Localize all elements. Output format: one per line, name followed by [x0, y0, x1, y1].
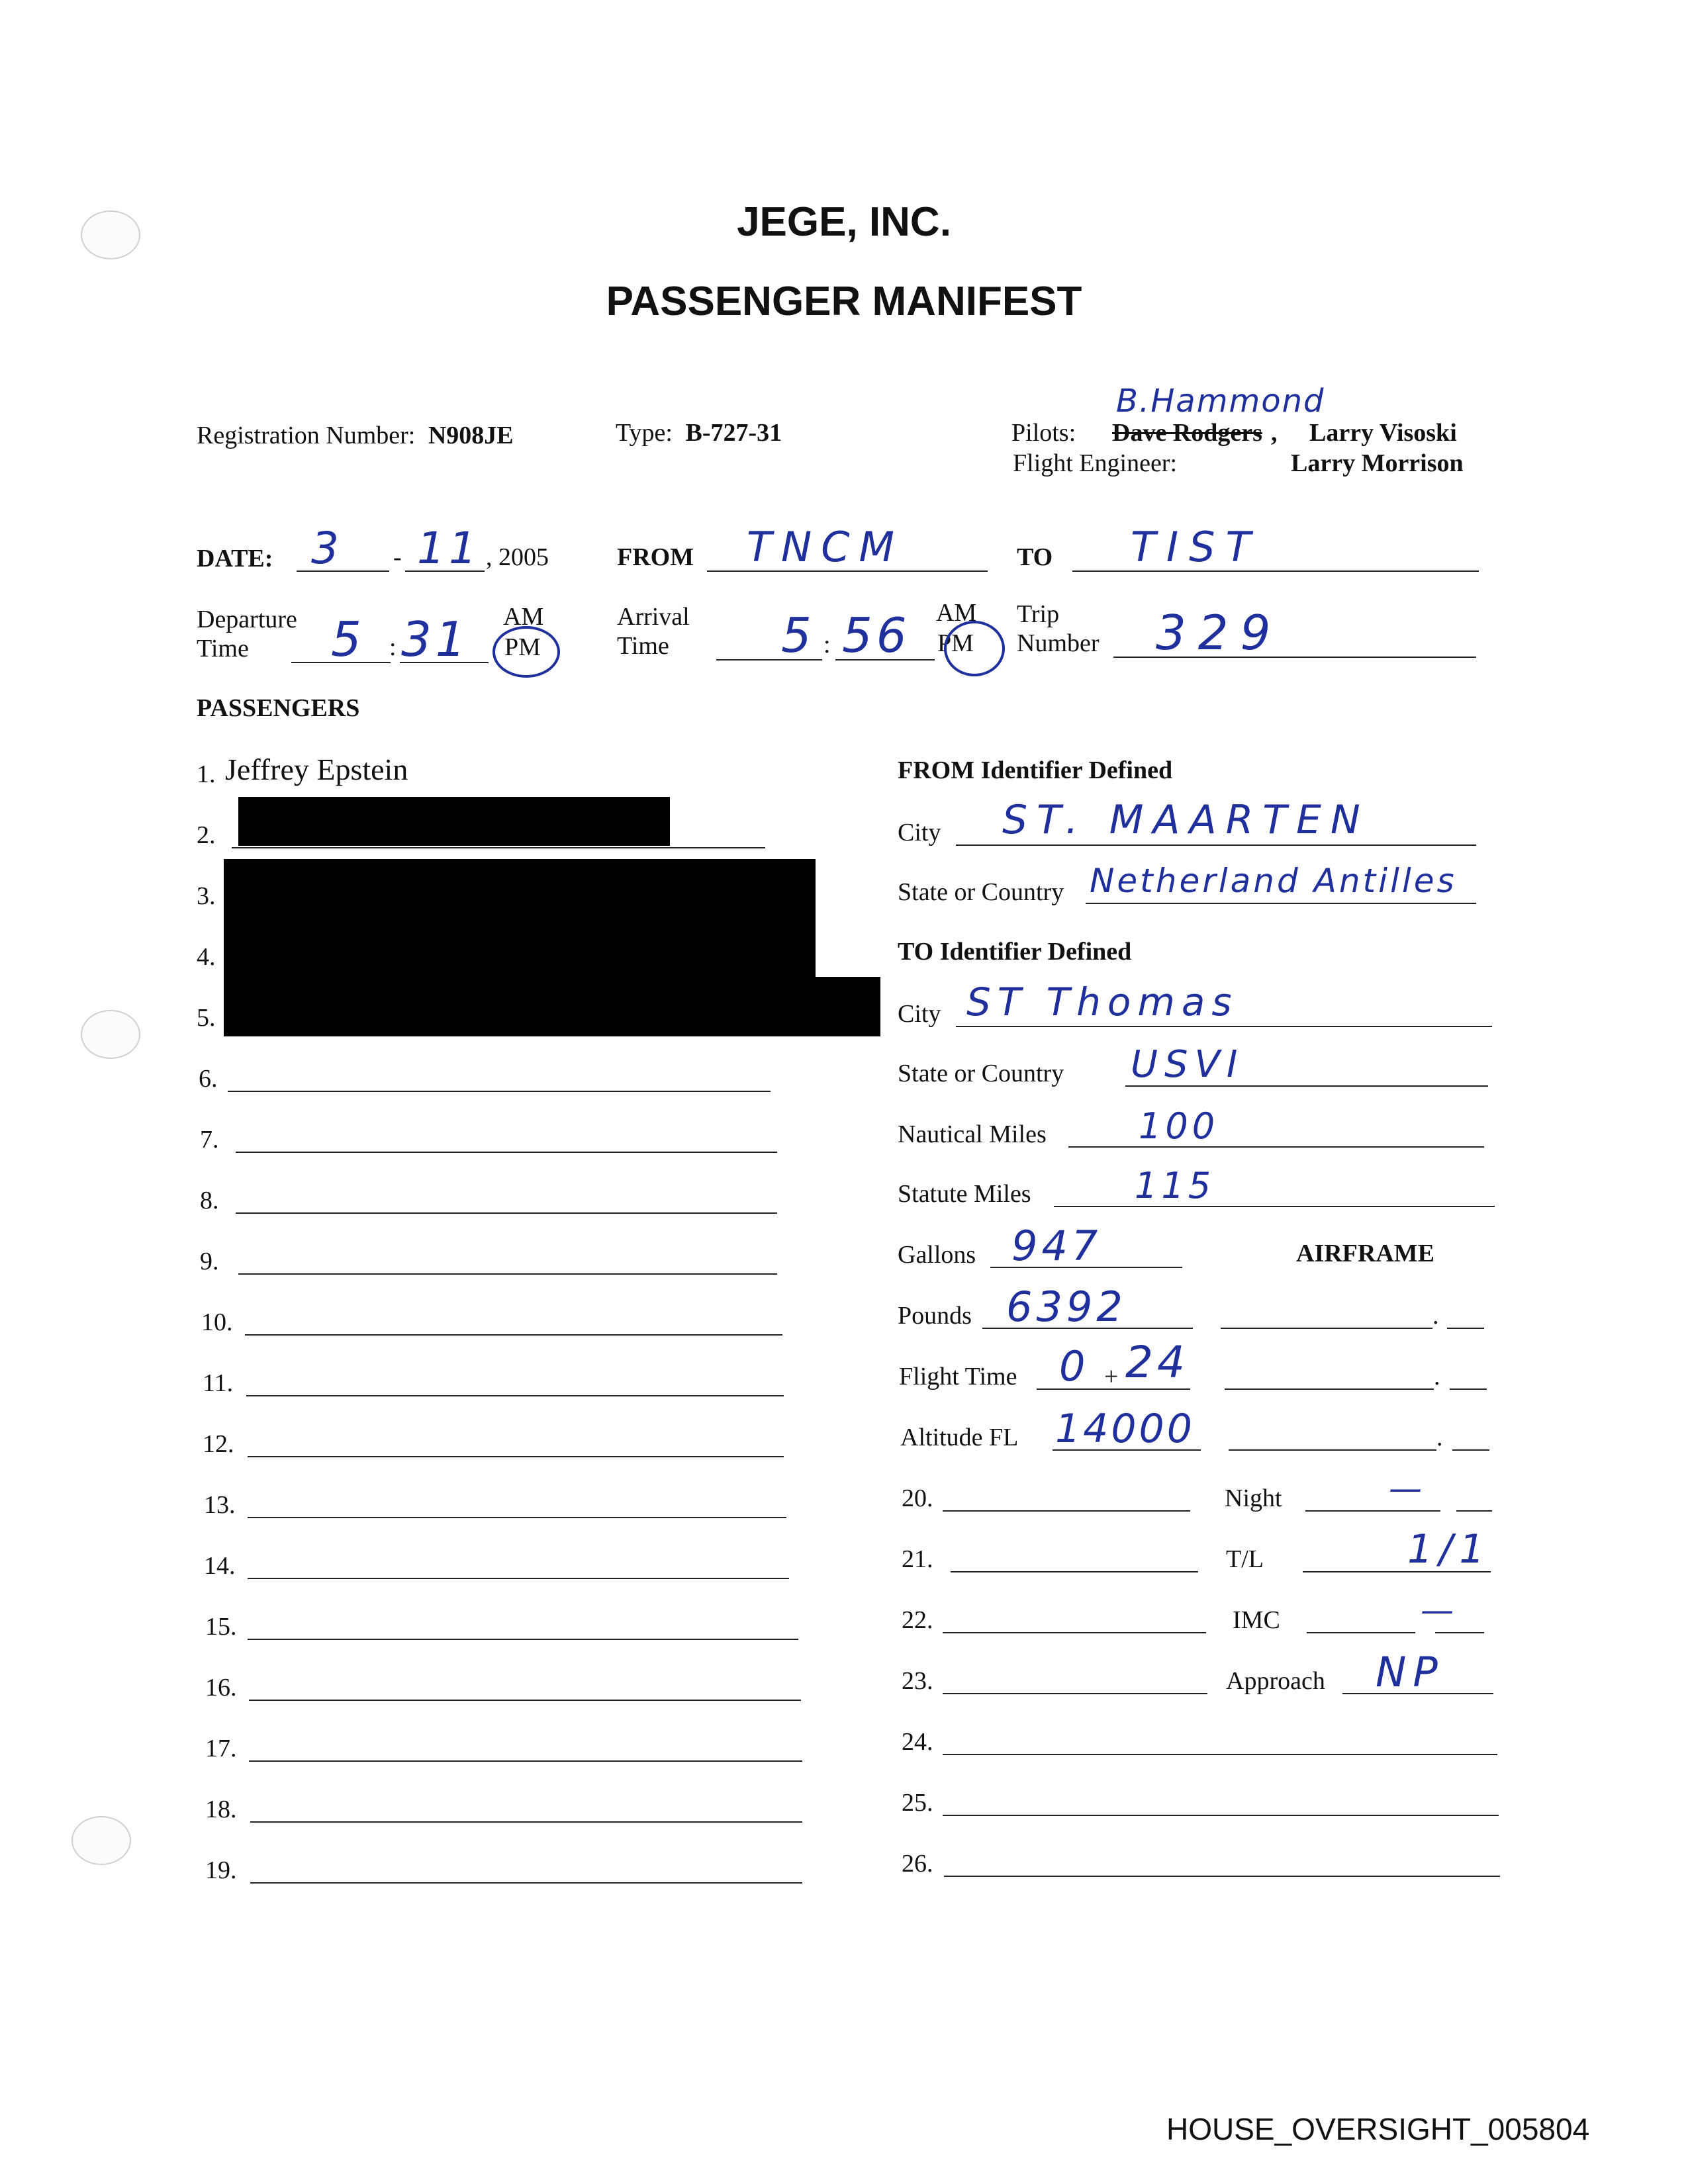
- passenger-line: [248, 1639, 798, 1640]
- extra-row-number: 21.: [902, 1545, 933, 1573]
- passenger-line: [236, 1152, 777, 1153]
- passenger-number: 12.: [203, 1430, 234, 1458]
- nautical-miles-line: [1068, 1146, 1484, 1148]
- from-state-value: Netherland Antilles: [1090, 862, 1457, 900]
- departure-pm-circle: [492, 626, 560, 678]
- date-dash: -: [393, 543, 402, 571]
- airframe-dot-3: .: [1436, 1424, 1443, 1451]
- pilot-struck-name: Dave Rodgers: [1112, 419, 1262, 447]
- flight-time-label: Flight Time: [899, 1363, 1017, 1390]
- punch-hole-bottom: [71, 1816, 131, 1865]
- gallons-value: 947: [1011, 1222, 1102, 1270]
- imc-line-b: [1435, 1632, 1484, 1633]
- passenger-number: 2.: [197, 821, 216, 849]
- night-value: —: [1389, 1469, 1426, 1508]
- arrival-pm-circle: [944, 621, 1005, 676]
- trip-label-line2: Number: [1017, 629, 1100, 657]
- redaction-bar: [224, 977, 880, 1036]
- arrival-minute: 56: [842, 608, 911, 663]
- date-month: 3: [311, 523, 343, 574]
- to-city-label: City: [898, 1000, 941, 1028]
- type-value: B-727-31: [685, 419, 782, 447]
- from-label: FROM: [617, 543, 694, 571]
- passenger-line: [249, 1760, 802, 1762]
- passenger-number: 1.: [197, 760, 216, 788]
- night-line: [1305, 1510, 1440, 1512]
- registration-field: [197, 421, 514, 450]
- passenger-line: [228, 1091, 771, 1092]
- trip-label-line1: Trip: [1017, 600, 1060, 628]
- passenger-number: 15.: [205, 1613, 237, 1641]
- extra-row-number: 26.: [902, 1850, 933, 1878]
- tl-value: 1/1: [1407, 1526, 1491, 1572]
- passenger-number: 3.: [197, 882, 216, 910]
- from-city-value: ST. MAARTEN: [1002, 797, 1370, 843]
- passenger-line: [248, 1456, 784, 1457]
- document-title: PASSENGER MANIFEST: [606, 279, 1082, 324]
- passenger-number: 16.: [205, 1674, 237, 1702]
- arrival-colon: :: [823, 631, 831, 659]
- to-value: TIST: [1131, 523, 1262, 571]
- departure-minute: 31: [401, 612, 470, 667]
- flight-time-hours: 0: [1059, 1342, 1090, 1390]
- from-city-line: [956, 844, 1476, 846]
- from-value: TNCM: [747, 523, 904, 571]
- departure-pm: PM: [504, 633, 541, 661]
- imc-line: [1307, 1632, 1415, 1633]
- flight-time-minutes: 24: [1125, 1337, 1189, 1388]
- passenger-number: 8.: [200, 1187, 219, 1214]
- extra-row-number: 23.: [902, 1667, 933, 1695]
- type-field: [616, 418, 782, 447]
- redaction-bar: [224, 859, 816, 977]
- arrival-hour: 5: [781, 608, 816, 663]
- airframe-line-3b: [1452, 1449, 1489, 1451]
- passenger-number: 11.: [203, 1369, 234, 1397]
- bates-number: HOUSE_OVERSIGHT_005804: [1166, 2112, 1590, 2146]
- flight-engineer-label: Flight Engineer:: [1013, 449, 1178, 477]
- passenger-line: [246, 1395, 784, 1396]
- passenger-line: [232, 847, 765, 848]
- passenger-line: [250, 1821, 802, 1823]
- airframe-line-3: [1229, 1449, 1436, 1451]
- departure-label-line2: Time: [197, 635, 249, 662]
- date-label: DATE:: [197, 545, 273, 572]
- passenger-line: [249, 1700, 801, 1701]
- airframe-line-1: [1221, 1328, 1432, 1329]
- pounds-value: 6392: [1006, 1283, 1127, 1331]
- extra-row-number: 22.: [902, 1606, 933, 1634]
- passenger-number: 14.: [204, 1552, 236, 1580]
- arrival-pm: PM: [937, 629, 974, 657]
- pilots-label: Pilots:: [1011, 419, 1076, 447]
- airframe-line-1b: [1447, 1328, 1484, 1329]
- extra-row-line: [943, 1815, 1499, 1816]
- airframe-line-2: [1225, 1388, 1434, 1390]
- extra-row-number: 20.: [902, 1484, 933, 1512]
- trip-number: 329: [1156, 605, 1283, 660]
- passenger-number: 9.: [200, 1248, 219, 1275]
- to-city-value: ST Thomas: [966, 979, 1239, 1024]
- to-label: TO: [1017, 543, 1053, 571]
- passenger-number: 17.: [205, 1735, 237, 1762]
- arrival-label-line2: Time: [617, 632, 669, 660]
- airframe-heading: AIRFRAME: [1296, 1240, 1434, 1267]
- passenger-line: [238, 1273, 777, 1275]
- passenger-number: 13.: [204, 1491, 236, 1519]
- passenger-number: 7.: [200, 1126, 219, 1154]
- passenger-number: 4.: [197, 943, 216, 971]
- airframe-dot-1: .: [1432, 1302, 1439, 1330]
- passenger-number: 19.: [205, 1856, 237, 1884]
- airframe-line-2b: [1450, 1388, 1487, 1390]
- tl-label: T/L: [1226, 1545, 1264, 1573]
- passenger-line: [245, 1334, 782, 1336]
- passenger-line: [236, 1212, 777, 1214]
- altitude-value: 14000: [1055, 1406, 1195, 1452]
- statute-miles-line: [1054, 1206, 1495, 1207]
- punch-hole-middle: [81, 1010, 140, 1059]
- passenger-name: Jeffrey Epstein: [225, 752, 408, 786]
- second-pilot-name: Larry Visoski: [1309, 419, 1457, 447]
- airframe-dot-2: .: [1434, 1363, 1440, 1390]
- extra-row-line: [943, 1510, 1190, 1512]
- passenger-line: [248, 1578, 789, 1579]
- night-label: Night: [1225, 1484, 1282, 1512]
- statute-miles-label: Statute Miles: [898, 1180, 1031, 1208]
- passenger-number: 10.: [201, 1308, 233, 1336]
- passenger-number: 6.: [199, 1065, 218, 1093]
- pilot-handwritten-name: B.Hammond: [1116, 383, 1325, 420]
- passenger-line: [248, 1517, 786, 1518]
- to-state-value: USVI: [1131, 1043, 1244, 1086]
- to-identifier-heading: TO Identifier Defined: [898, 938, 1132, 966]
- from-state-label: State or Country: [898, 878, 1064, 906]
- pounds-label: Pounds: [898, 1302, 972, 1330]
- extra-row-line: [951, 1571, 1198, 1572]
- from-identifier-heading: FROM Identifier Defined: [898, 756, 1173, 784]
- from-state-line: [1086, 903, 1476, 904]
- flight-engineer-name: Larry Morrison: [1291, 449, 1464, 477]
- statute-miles-value: 115: [1135, 1165, 1215, 1206]
- to-state-label: State or Country: [898, 1060, 1064, 1087]
- pilot-comma: ,: [1271, 419, 1278, 447]
- nautical-miles-label: Nautical Miles: [898, 1120, 1047, 1148]
- flight-time-plus: +: [1104, 1363, 1119, 1390]
- from-city-label: City: [898, 819, 941, 846]
- passenger-number: 5.: [197, 1004, 216, 1032]
- departure-hour: 5: [331, 612, 365, 667]
- approach-value: NP: [1376, 1648, 1444, 1696]
- extra-row-line: [943, 1754, 1497, 1755]
- extra-row-number: 24.: [902, 1728, 933, 1756]
- extra-row-number: 25.: [902, 1789, 933, 1817]
- extra-row-line: [943, 1693, 1207, 1694]
- imc-value: —: [1421, 1591, 1458, 1629]
- arrival-label-line1: Arrival: [617, 603, 690, 631]
- date-day: 11: [417, 523, 481, 574]
- passenger-number: 18.: [205, 1796, 237, 1823]
- registration-value: N908JE: [428, 422, 514, 449]
- date-month-line: [297, 570, 389, 572]
- approach-label: Approach: [1226, 1667, 1325, 1695]
- arrival-am: AM: [936, 599, 977, 627]
- type-label: Type:: [616, 419, 673, 447]
- company-name: JEGE, INC.: [737, 199, 951, 245]
- redaction-bar: [238, 797, 670, 846]
- imc-label: IMC: [1233, 1606, 1280, 1634]
- extra-row-line: [943, 1632, 1206, 1633]
- gallons-label: Gallons: [898, 1241, 976, 1269]
- registration-label: Registration Number:: [197, 422, 416, 449]
- departure-colon: :: [389, 633, 397, 661]
- departure-am: AM: [503, 603, 544, 631]
- nautical-miles-value: 100: [1139, 1105, 1219, 1147]
- altitude-label: Altitude FL: [900, 1424, 1019, 1451]
- to-city-line: [956, 1026, 1492, 1027]
- night-line-b: [1456, 1510, 1492, 1512]
- departure-label-line1: Departure: [197, 606, 297, 633]
- passengers-heading: PASSENGERS: [197, 694, 360, 722]
- passenger-line: [250, 1882, 802, 1884]
- date-year: , 2005: [486, 543, 549, 571]
- extra-row-line: [944, 1876, 1500, 1877]
